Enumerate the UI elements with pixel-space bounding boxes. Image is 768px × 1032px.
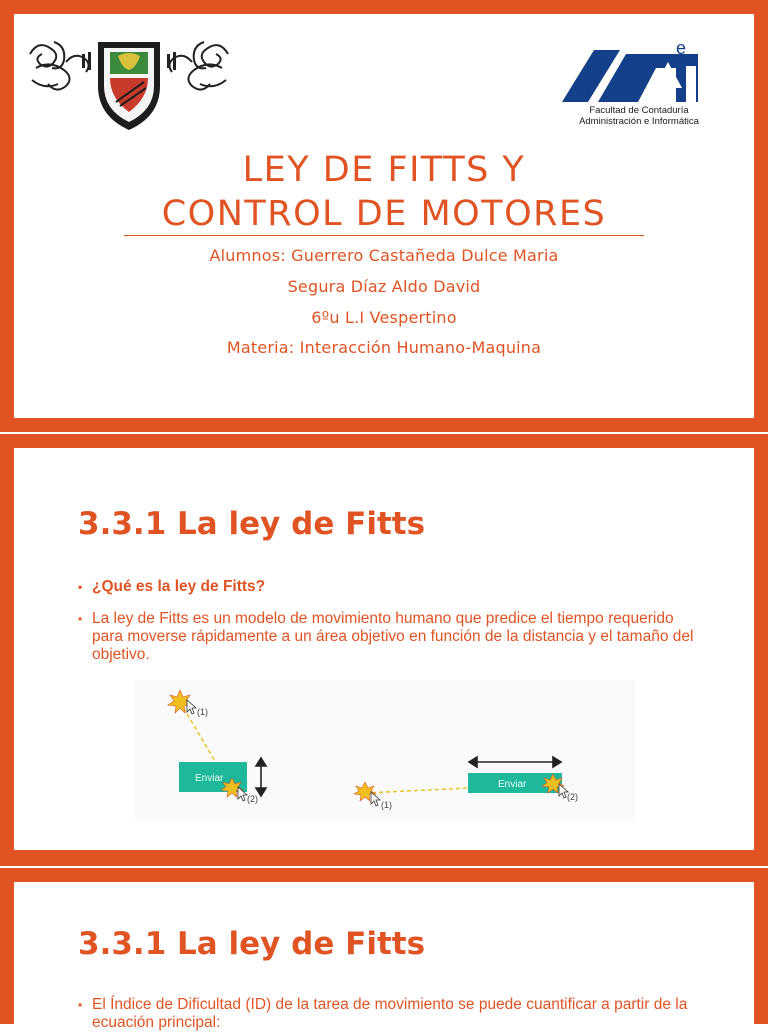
- svg-text:e: e: [676, 38, 687, 58]
- target-button-label: Enviar: [498, 779, 527, 790]
- fcai-logo-caption: [564, 105, 714, 127]
- title-slide: [0, 0, 768, 432]
- fitts-diagram: [135, 680, 635, 822]
- end-label: (2): [567, 792, 578, 802]
- author-line: Alumnos: Guerrero Castañeda Dulce Maria: [209, 246, 559, 265]
- bullet-list: [78, 578, 698, 664]
- author-line: Segura Díaz Aldo David: [287, 277, 481, 296]
- logo-caption-line: Facultad de Contaduría: [589, 105, 689, 116]
- title-slide-content: [14, 14, 754, 418]
- title-divider: [124, 235, 644, 236]
- start-label: (1): [197, 707, 208, 717]
- title-line: LEY DE FITTS Y: [242, 150, 526, 190]
- start-label: (1): [381, 800, 392, 810]
- group-line: 6ºu L.I Vespertino: [311, 308, 457, 327]
- slide-heading: 3.3.1 La ley de Fitts: [78, 926, 426, 962]
- fitts-definition-content: [14, 448, 754, 850]
- subject-line: Materia: Interacción Humano-Maquina: [226, 338, 542, 357]
- slide-heading: 3.3.1 La ley de Fitts: [78, 506, 426, 542]
- bullet-question: • ¿Qué es la ley de Fitts?: [78, 578, 698, 596]
- target-button-label: Enviar: [195, 773, 224, 784]
- bullet-list: [78, 996, 698, 1032]
- page-title: [14, 148, 754, 236]
- title-line: CONTROL DE MOTORES: [161, 194, 607, 234]
- logo-caption-line: Administración e Informática: [579, 116, 699, 127]
- bullet-id-definition: • El Índice de Dificultad (ID) de la tarea de movimiento se puede cuantificar a partir de la ecuación principal:: [78, 996, 698, 1032]
- end-label: (2): [247, 794, 258, 804]
- fitts-equation-content: [14, 882, 754, 1031]
- bullet-definition: • La ley de Fitts es un modelo de movimiento humano que predice el tiempo requerido para moverse rápidamente a un área objetivo en función de la distancia y el tamaño del objetivo.: [78, 610, 698, 664]
- fitts-equation-slide: [0, 868, 768, 1031]
- university-seal-logo: [26, 32, 232, 136]
- fitts-definition-slide: [0, 434, 768, 866]
